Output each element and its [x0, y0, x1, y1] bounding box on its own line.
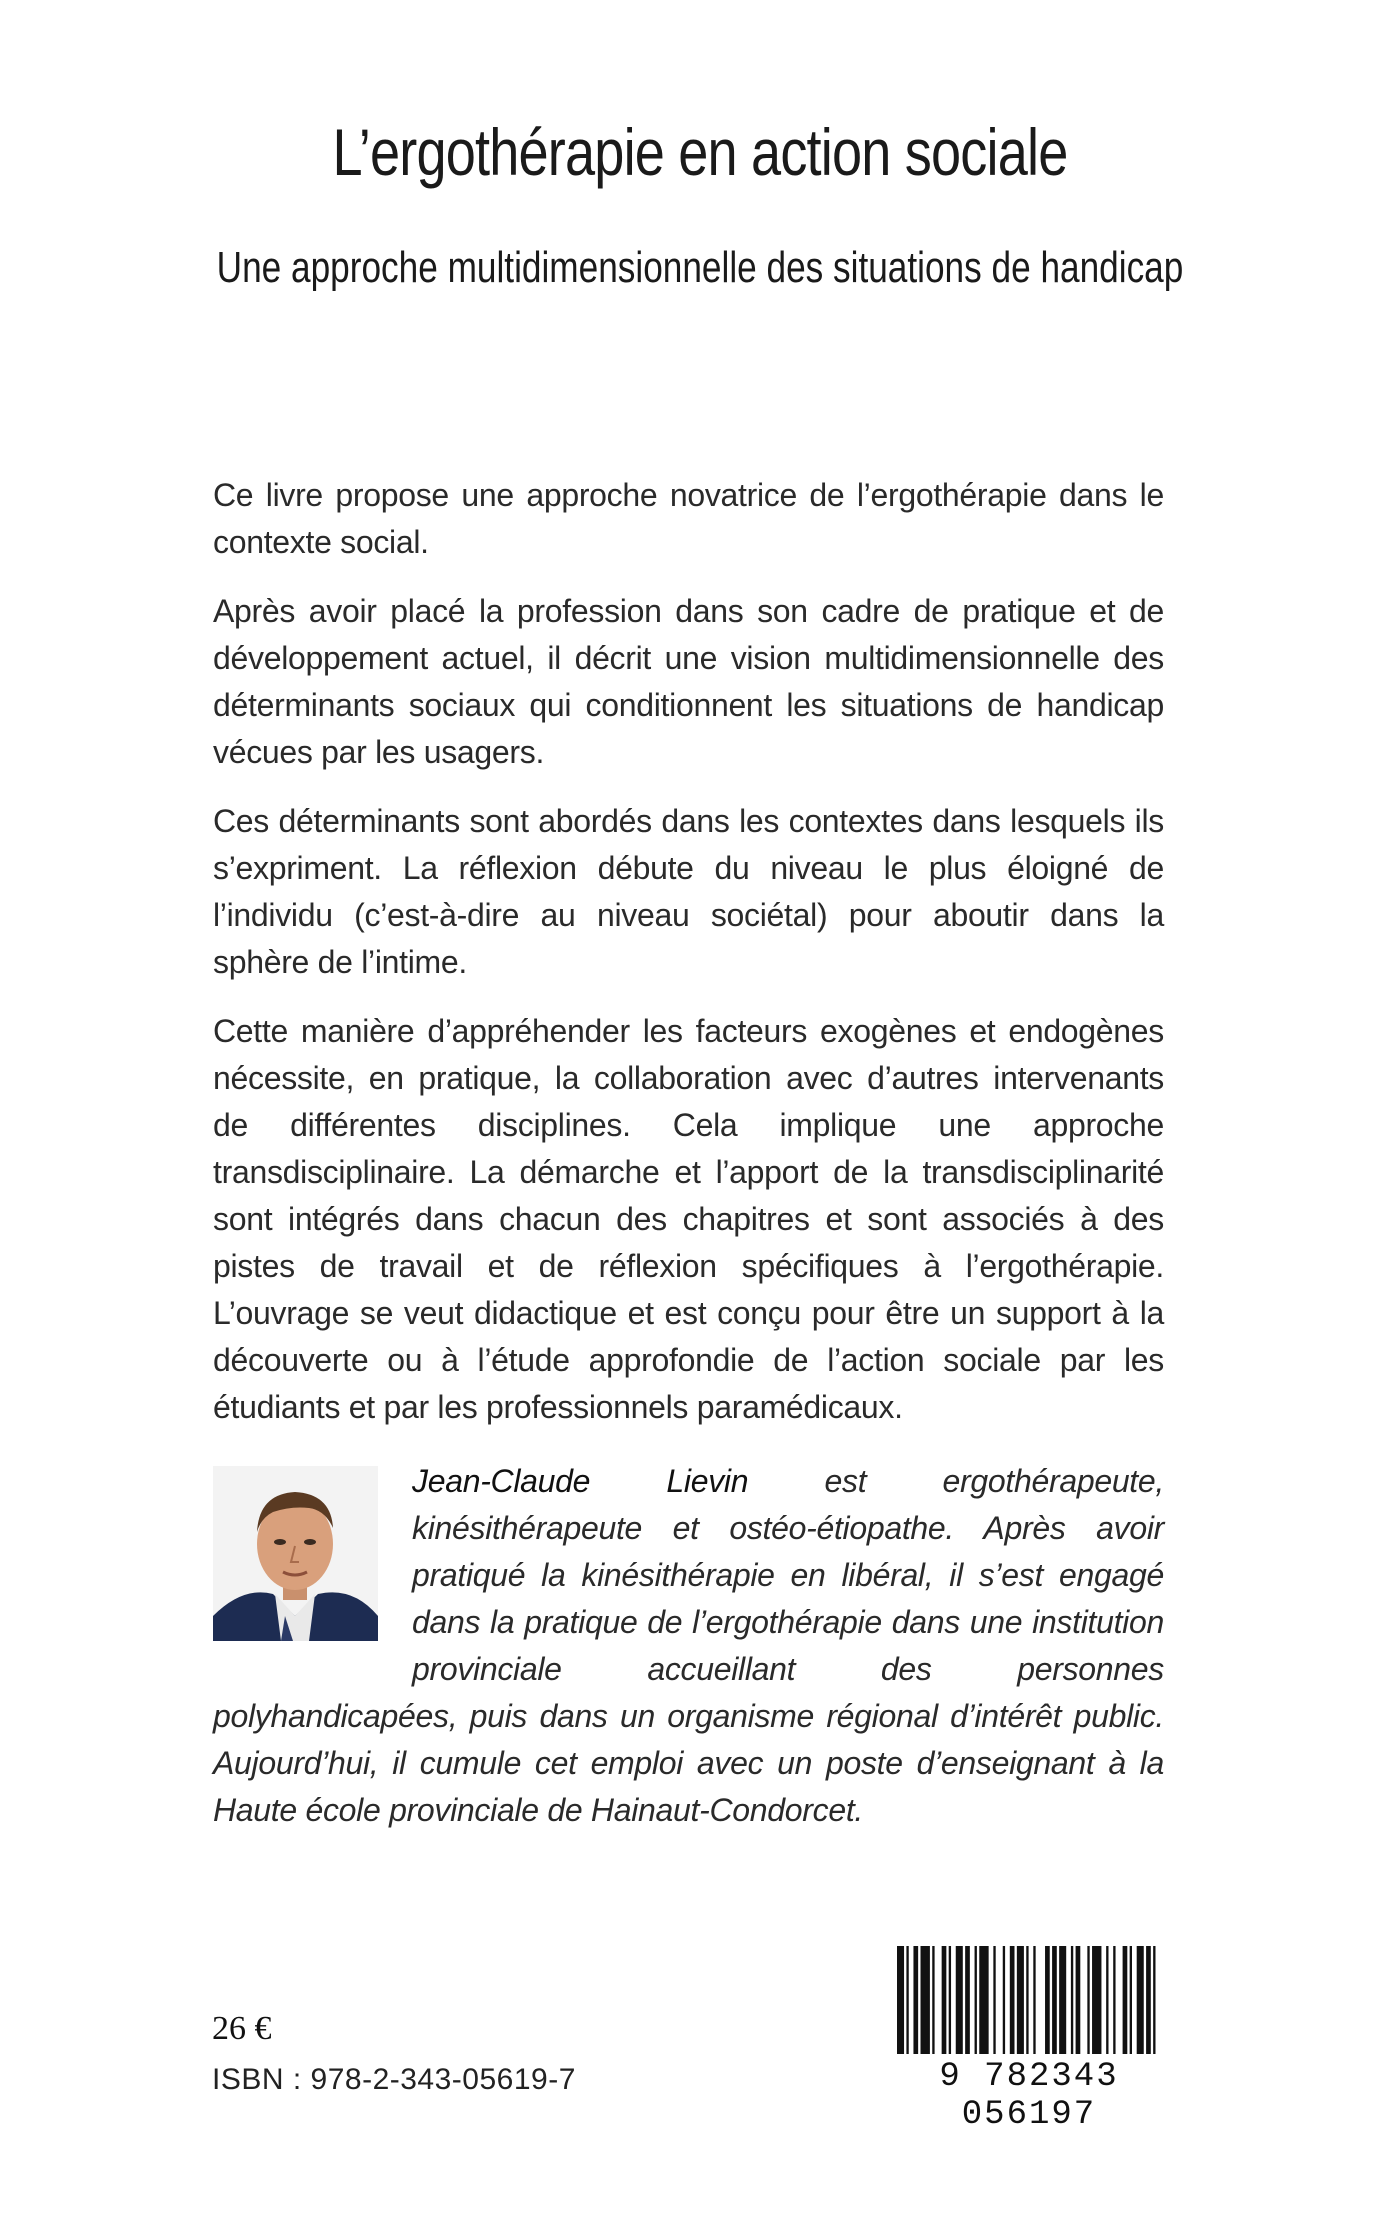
barcode-bar — [1092, 1946, 1101, 2054]
barcode-bar — [1017, 1946, 1024, 2054]
barcode-bar — [1059, 1946, 1066, 2054]
barcode-bar — [913, 1946, 918, 2054]
isbn: ISBN : 978-2-343-05619-7 — [212, 2063, 576, 2096]
barcode-bar — [1052, 1946, 1057, 2054]
barcode-bar — [1123, 1946, 1128, 2054]
barcode-bar — [956, 1946, 963, 2054]
barcode — [893, 1946, 1165, 2134]
barcode-bar — [1076, 1946, 1081, 2054]
author-bio-section — [213, 1458, 1164, 1834]
barcode-bar — [932, 1946, 934, 2054]
barcode-bar — [949, 1946, 951, 2054]
blurb-paragraph: Après avoir placé la profession dans son cadre de pratique et de développement actuel, il décrit une vision multidimensionnelle des déterminants sociaux qui conditionnent les situations de handicap vécues par les usagers. — [213, 593, 1164, 770]
barcode-bar — [897, 1946, 904, 2054]
author-name: Jean-Claude Lievin — [412, 1463, 749, 1499]
barcode-bar — [1113, 1946, 1115, 2054]
blurb-paragraph: Cette manière d’appréhender les facteurs exogènes et endogènes nécessite, en pratique, la collaboration avec d’autres intervenants de différentes disciplines. Cela implique une approche transdisciplinaire. La démarche et l’apport de la transdisciplinarité sont intégrés dans chacun des chapitres et sont associés à des pistes de travail et de réflexion spécifiques à l’ergothérapie. L’ouvrage se veut didactique et est conçu pour être un support à la découverte ou à l’étude approfondie de l’action sociale par les étudiants et par les professionnels paramédicaux. — [213, 1013, 1164, 1425]
barcode-bar — [993, 1946, 995, 2054]
barcode-bar — [1137, 1946, 1144, 2054]
barcode-bar — [906, 1946, 908, 2054]
blurb-paragraph: Ce livre propose une approche novatrice de l’ergothérapie dans le contexte social. — [213, 477, 1164, 560]
barcode-bar — [1130, 1946, 1132, 2054]
barcode-bars — [893, 1946, 1165, 2058]
barcode-bar — [1026, 1946, 1028, 2054]
barcode-bar — [975, 1946, 977, 2054]
price: 26 € — [212, 2010, 272, 2047]
barcode-bar — [979, 1946, 988, 2054]
barcode-bar — [1071, 1946, 1073, 2054]
book-subtitle: Une approche multidimensionnelle des situations de handicap — [216, 243, 1184, 292]
barcode-bar — [1146, 1946, 1151, 2054]
author-photo — [213, 1466, 378, 1641]
barcode-bar — [921, 1946, 930, 2054]
blurb-text — [213, 472, 1164, 1453]
barcode-bar — [1010, 1946, 1015, 2054]
blurb-paragraph: Ces déterminants sont abordés dans les contextes dans lesquels ils s’expriment. La réflexion débute du niveau le plus éloigné de l’individu (c’est-à-dire au niveau sociétal) pour aboutir dans la sphère de l’intime. — [213, 803, 1164, 980]
barcode-bar — [1003, 1946, 1005, 2054]
author-bio-text: est ergothérapeute, kinésithérapeute et ostéo-étiopathe. Après avoir pratiqué la kinésithérapie en libéral, il s’est engagé dans la pratique de l’ergothérapie dans une institution provinciale accueillant des personnes polyhandicapées, puis dans un organisme régional d’intérêt public. Aujourd’hui, il cumule cet emploi avec un poste d’enseignant à la Haute école provinciale de Hainaut-Condorcet. — [213, 1463, 1164, 1828]
barcode-bar — [965, 1946, 970, 2054]
barcode-bar — [1087, 1946, 1089, 2054]
barcode-bar — [1033, 1946, 1035, 2054]
book-title: L’ergothérapie en action sociale — [332, 115, 1068, 189]
barcode-bar — [1153, 1946, 1155, 2054]
barcode-digits: 9 782343 056197 — [939, 2058, 1119, 2134]
barcode-bar — [1106, 1946, 1108, 2054]
barcode-bar — [942, 1946, 947, 2054]
barcode-bar — [1045, 1946, 1050, 2054]
